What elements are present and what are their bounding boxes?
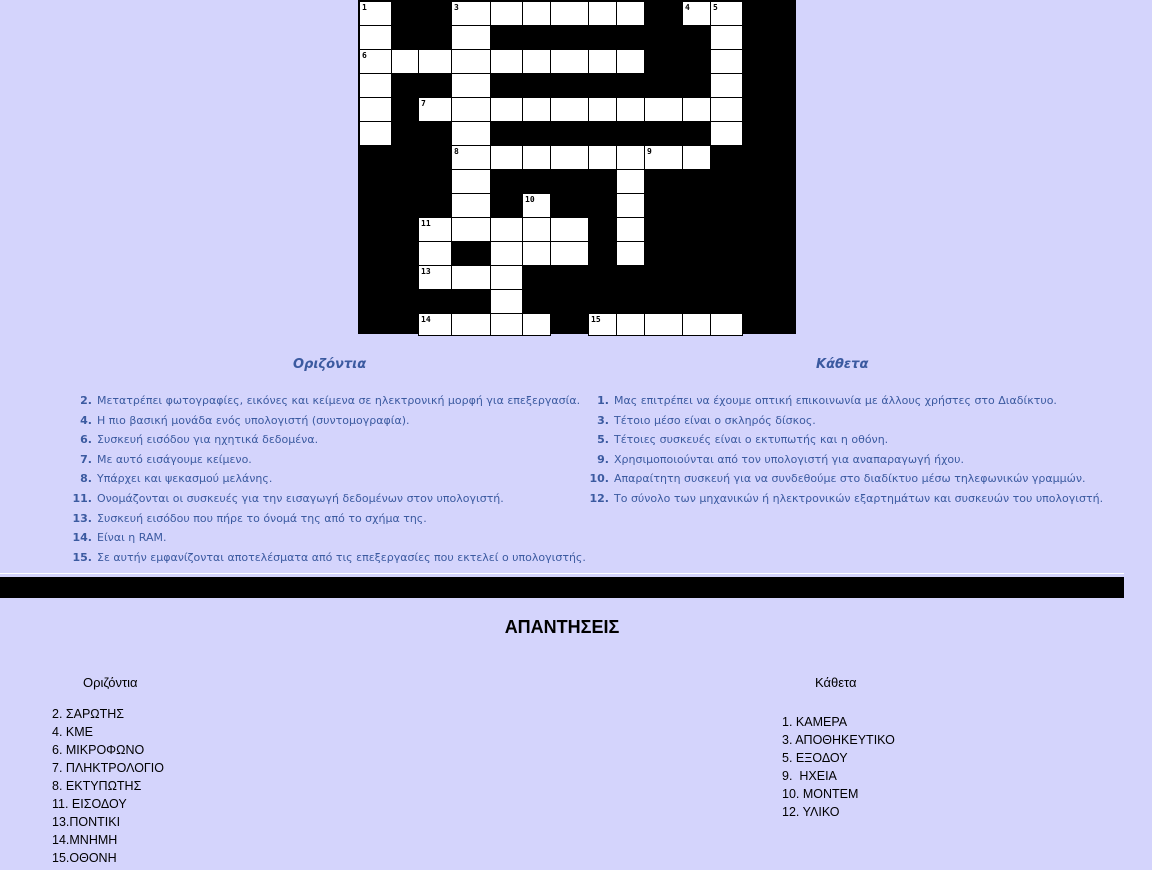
crossword-cell[interactable] — [418, 241, 452, 266]
crossword-cell[interactable] — [550, 241, 589, 266]
crossword-cell[interactable] — [616, 241, 645, 266]
crossword-clue-number: 7 — [421, 99, 426, 108]
crossword-cell[interactable] — [451, 49, 491, 74]
crossword-cell[interactable] — [550, 1, 589, 26]
clue-text: Συσκευή εισόδου για ηχητικά δεδομένα. — [97, 433, 319, 447]
answers-across-heading: Οριζόντια — [83, 675, 138, 690]
clue-text: Υπάρχει και ψεκασμού μελάνης. — [97, 472, 273, 486]
answer-item: 11. ΕΙΣΟΔΟΥ — [52, 797, 127, 811]
clue-text: Τέτοιες συσκευές είναι ο εκτυπωτής και η οθόνη. — [614, 433, 889, 447]
clue-number: 5. — [597, 433, 609, 447]
clue-number: 11. — [72, 491, 92, 505]
clue-text: Σε αυτήν εμφανίζονται αποτελέσματα από τις επεξεργασίες που εκτελεί ο υπολογιστής. — [97, 550, 586, 564]
crossword-cell[interactable] — [550, 217, 589, 242]
crossword-cell[interactable] — [616, 1, 645, 26]
answer-item: 7. ΠΛΗΚΤΡΟΛΟΓΙΟ — [52, 761, 164, 775]
crossword-cell[interactable] — [490, 1, 523, 26]
crossword-cell[interactable] — [682, 1, 711, 26]
crossword-cell[interactable] — [490, 49, 523, 74]
crossword-cell[interactable] — [682, 145, 711, 170]
crossword-clue-number: 5 — [713, 3, 718, 12]
crossword-cell[interactable] — [522, 145, 551, 170]
clue-number: 8. — [80, 472, 92, 486]
crossword-cell[interactable] — [616, 217, 645, 242]
clue-item — [585, 489, 1103, 509]
crossword-cell[interactable] — [710, 1, 743, 26]
crossword-cell[interactable] — [451, 313, 491, 336]
clue-number: 14. — [72, 531, 92, 545]
crossword-cell[interactable] — [550, 145, 589, 170]
answers-down-list — [782, 713, 895, 821]
crossword-clue-number: 3 — [454, 3, 459, 12]
clue-text: Είναι η RAM. — [97, 531, 167, 545]
crossword-cell[interactable] — [490, 265, 523, 290]
crossword-cell[interactable] — [418, 97, 452, 122]
crossword-cell[interactable] — [451, 97, 491, 122]
crossword-cell[interactable] — [616, 193, 645, 218]
clue-item — [68, 548, 586, 568]
crossword-cell[interactable] — [490, 145, 523, 170]
clue-number: 6. — [80, 433, 92, 447]
clue-text: Η πιο βασική μονάδα ενός υπολογιστή (συντομογραφία). — [97, 413, 410, 427]
crossword-cell[interactable] — [522, 193, 551, 218]
crossword-cell[interactable] — [710, 97, 743, 122]
crossword-clue-number: 10 — [525, 195, 535, 204]
crossword-cell[interactable] — [418, 313, 452, 336]
clue-text: Απαραίτητη συσκευή για να συνδεθούμε στο διαδίκτυο μέσω τηλεφωνικών γραμμών. — [614, 472, 1086, 486]
crossword-cell[interactable] — [522, 241, 551, 266]
crossword-cell[interactable] — [359, 121, 392, 146]
crossword-cell[interactable] — [522, 217, 551, 242]
crossword-cell[interactable] — [391, 49, 420, 74]
answers-across-list — [52, 705, 164, 867]
clue-number: 13. — [72, 511, 92, 525]
clue-item — [585, 391, 1103, 411]
clue-item — [68, 411, 586, 431]
clue-text: Μετατρέπει φωτογραφίες, εικόνες και κείμενα σε ηλεκτρονική μορφή για επεξεργασία. — [97, 394, 581, 407]
crossword-cell[interactable] — [359, 25, 392, 50]
clue-item — [585, 430, 1103, 450]
crossword-cell[interactable] — [616, 145, 645, 170]
answer-item: 4. ΚΜΕ — [52, 725, 93, 739]
clue-item — [68, 469, 586, 489]
crossword-grid — [358, 0, 796, 334]
clue-number: 12. — [589, 491, 609, 505]
answer-item: 3. ΑΠΟΘΗΚΕΥΤΙΚΟ — [782, 733, 895, 747]
clue-item — [68, 509, 586, 529]
divider-line — [0, 573, 1124, 574]
crossword-cell[interactable] — [588, 313, 617, 336]
clue-item — [585, 469, 1103, 489]
crossword-cell[interactable] — [616, 49, 645, 74]
crossword-cell[interactable] — [616, 169, 645, 194]
clue-text: Το σύνολο των μηχανικών ή ηλεκτρονικών εξαρτημάτων και συσκευών του υπολογιστή. — [614, 491, 1104, 505]
crossword-clue-number: 4 — [685, 3, 690, 12]
answer-item: 15.ΟΘΟΝΗ — [52, 851, 117, 865]
crossword-clue-number: 9 — [647, 147, 652, 156]
answer-item: 6. ΜΙΚΡΟΦΩΝΟ — [52, 743, 145, 757]
answer-item: 9. ΗΧΕΙΑ — [782, 769, 837, 783]
crossword-cell[interactable] — [451, 193, 491, 218]
clue-text: Χρησιμοποιούνται από τον υπολογιστή για αναπαραγωγή ήχου. — [614, 452, 965, 466]
crossword-cell[interactable] — [451, 169, 491, 194]
crossword-cell[interactable] — [359, 73, 392, 98]
crossword-cell[interactable] — [451, 1, 491, 26]
crossword-cell[interactable] — [710, 49, 743, 74]
crossword-cell[interactable] — [418, 49, 452, 74]
down-clues-list — [585, 391, 1103, 509]
clue-item — [68, 489, 586, 509]
crossword-cell[interactable] — [588, 97, 617, 122]
crossword-clue-number: 13 — [421, 267, 431, 276]
crossword-clue-number: 1 — [362, 3, 367, 12]
crossword-cell[interactable] — [359, 97, 392, 122]
crossword-cell[interactable] — [490, 313, 523, 336]
clue-item — [585, 450, 1103, 470]
answer-item: 10. ΜΟΝΤΕΜ — [782, 787, 859, 801]
clue-number: 9. — [597, 452, 609, 466]
crossword-cell[interactable] — [616, 313, 645, 336]
crossword-cell[interactable] — [710, 313, 743, 336]
crossword-cell[interactable] — [490, 241, 523, 266]
crossword-cell[interactable] — [522, 97, 551, 122]
crossword-cell[interactable] — [418, 265, 452, 290]
crossword-clue-number: 6 — [362, 51, 367, 60]
answer-item: 12. ΥΛΙΚΟ — [782, 805, 840, 819]
clue-item — [68, 430, 586, 450]
clue-number: 3. — [597, 413, 609, 427]
answer-item: 5. ΕΞΟΔΟΥ — [782, 751, 848, 765]
clue-item — [68, 528, 586, 548]
clue-text: Ονομάζονται οι συσκευές για την εισαγωγή δεδομένων στον υπολογιστή. — [97, 491, 504, 505]
crossword-cell[interactable] — [588, 49, 617, 74]
clue-item — [585, 411, 1103, 431]
answer-item: 14.ΜΝΗΜΗ — [52, 833, 118, 847]
crossword-cell[interactable] — [451, 121, 491, 146]
answers-down-heading: Κάθετα — [815, 675, 857, 690]
clue-item — [68, 450, 586, 470]
crossword-cell[interactable] — [451, 265, 491, 290]
answer-item: 2. ΣΑΡΩΤΗΣ — [52, 707, 125, 721]
crossword-cell[interactable] — [522, 49, 551, 74]
crossword-cell[interactable] — [710, 73, 743, 98]
clue-number: 15. — [72, 550, 92, 564]
crossword-cell[interactable] — [490, 217, 523, 242]
crossword-cell[interactable] — [550, 97, 589, 122]
crossword-cell[interactable] — [451, 217, 491, 242]
crossword-cell[interactable] — [522, 313, 551, 336]
crossword-clue-number: 11 — [421, 219, 431, 228]
clue-text: Μας επιτρέπει να έχουμε οπτική επικοινωνία με άλλους χρήστες στο Διαδίκτυο. — [614, 394, 1057, 407]
answers-title: ΑΠΑΝΤΗΣΕΙΣ — [504, 617, 620, 637]
clue-text: Με αυτό εισάγουμε κείμενο. — [97, 452, 252, 466]
crossword-cell[interactable] — [490, 289, 523, 314]
crossword-cell[interactable] — [710, 121, 743, 146]
crossword-cell[interactable] — [644, 145, 683, 170]
divider-bar — [0, 577, 1124, 598]
crossword-cell[interactable] — [359, 49, 392, 74]
clue-number: 4. — [80, 413, 92, 427]
clue-item — [68, 391, 586, 411]
across-clues-heading: Οριζόντια — [293, 357, 367, 372]
crossword-cell[interactable] — [588, 1, 617, 26]
crossword-cell[interactable] — [682, 97, 711, 122]
clue-text: Συσκευή εισόδου που πήρε το όνομά της από το σχήμα της. — [97, 511, 427, 525]
crossword-clue-number: 15 — [591, 315, 601, 324]
crossword-cell[interactable] — [522, 1, 551, 26]
clue-text: Τέτοιο μέσο είναι ο σκληρός δίσκος. — [614, 413, 816, 427]
crossword-cell[interactable] — [588, 145, 617, 170]
across-clues-list — [68, 391, 586, 567]
clue-number: 2. — [80, 394, 92, 407]
clue-number: 7. — [80, 452, 92, 466]
down-clues-heading: Κάθετα — [816, 357, 869, 372]
crossword-cell[interactable] — [644, 313, 683, 336]
answer-item: 13.ΠΟΝΤΙΚΙ — [52, 815, 121, 829]
crossword-cell[interactable] — [418, 217, 452, 242]
crossword-clue-number: 14 — [421, 315, 431, 324]
crossword-clue-number: 8 — [454, 147, 459, 156]
answer-item: 1. ΚΑΜΕΡΑ — [782, 715, 848, 729]
crossword-cell[interactable] — [359, 1, 392, 26]
crossword-cell[interactable] — [710, 25, 743, 50]
crossword-cell[interactable] — [451, 145, 491, 170]
crossword-cell[interactable] — [451, 25, 491, 50]
crossword-cell[interactable] — [616, 97, 645, 122]
crossword-cell[interactable] — [550, 49, 589, 74]
crossword-cell[interactable] — [644, 97, 683, 122]
crossword-cell[interactable] — [451, 73, 491, 98]
clue-number: 1. — [597, 394, 609, 407]
answer-item: 8. ΕΚΤΥΠΩΤΗΣ — [52, 779, 142, 793]
clue-number: 10. — [589, 472, 609, 486]
crossword-cell[interactable] — [490, 97, 523, 122]
crossword-cell[interactable] — [682, 313, 711, 336]
